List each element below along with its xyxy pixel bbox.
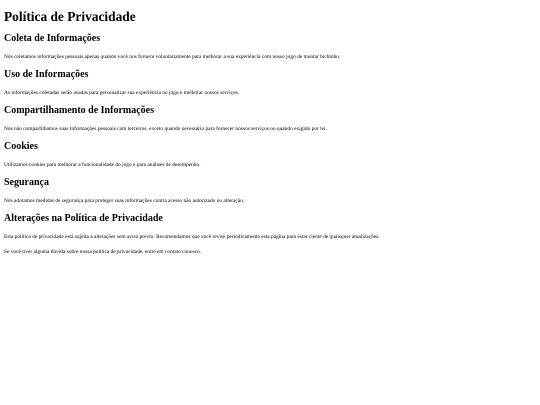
section-heading: Alterações na Política de Privacidade (4, 213, 163, 224)
section-heading: Segurança (4, 177, 49, 188)
page-title: Política de Privacidade (4, 9, 136, 24)
section-paragraph: Utilizamos cookies para melhorar a funcionalidade do jogo e para análises de desempenho. (4, 162, 201, 168)
section-paragraph: As informações coletadas serão usadas para personalizar sua experiência no jogo e melhorar nossos serviços. (4, 90, 240, 96)
section-heading: Cookies (4, 141, 38, 152)
section-cookies (4, 141, 536, 169)
section-heading: Coleta de Informações (4, 33, 101, 44)
section-policy-changes (4, 213, 536, 256)
section-information-collection (4, 33, 536, 61)
section-heading: Uso de Informações (4, 69, 89, 80)
section-security (4, 177, 536, 205)
section-paragraph: Nós adotamos medidas de segurança para proteger suas informações contra acesso não autorizado ou alteração. (4, 198, 245, 204)
section-heading: Compartilhamento de Informações (4, 105, 154, 116)
section-information-sharing (4, 105, 536, 133)
section-paragraph: Esta política de privacidade está sujeita a alterações sem aviso prévio. Recomendamos que você revise periodicamente esta página para estar ciente de quaisquer atualizações. (4, 234, 380, 240)
section-paragraph: Nós coletamos informações pessoais apenas quando você nos fornece voluntariamente para melhorar a sua experiência com nosso jogo de montar bichinho. (4, 54, 341, 60)
section-information-use (4, 69, 536, 97)
section-paragraph: Nós não compartilhamos suas informações pessoais com terceiros, exceto quando necessário para fornecer nossos serviços ou quando exigido por lei. (4, 126, 327, 132)
contact-paragraph: Se você tiver alguma dúvida sobre nossa política de privacidade, entre em contato conosco. (4, 249, 202, 255)
